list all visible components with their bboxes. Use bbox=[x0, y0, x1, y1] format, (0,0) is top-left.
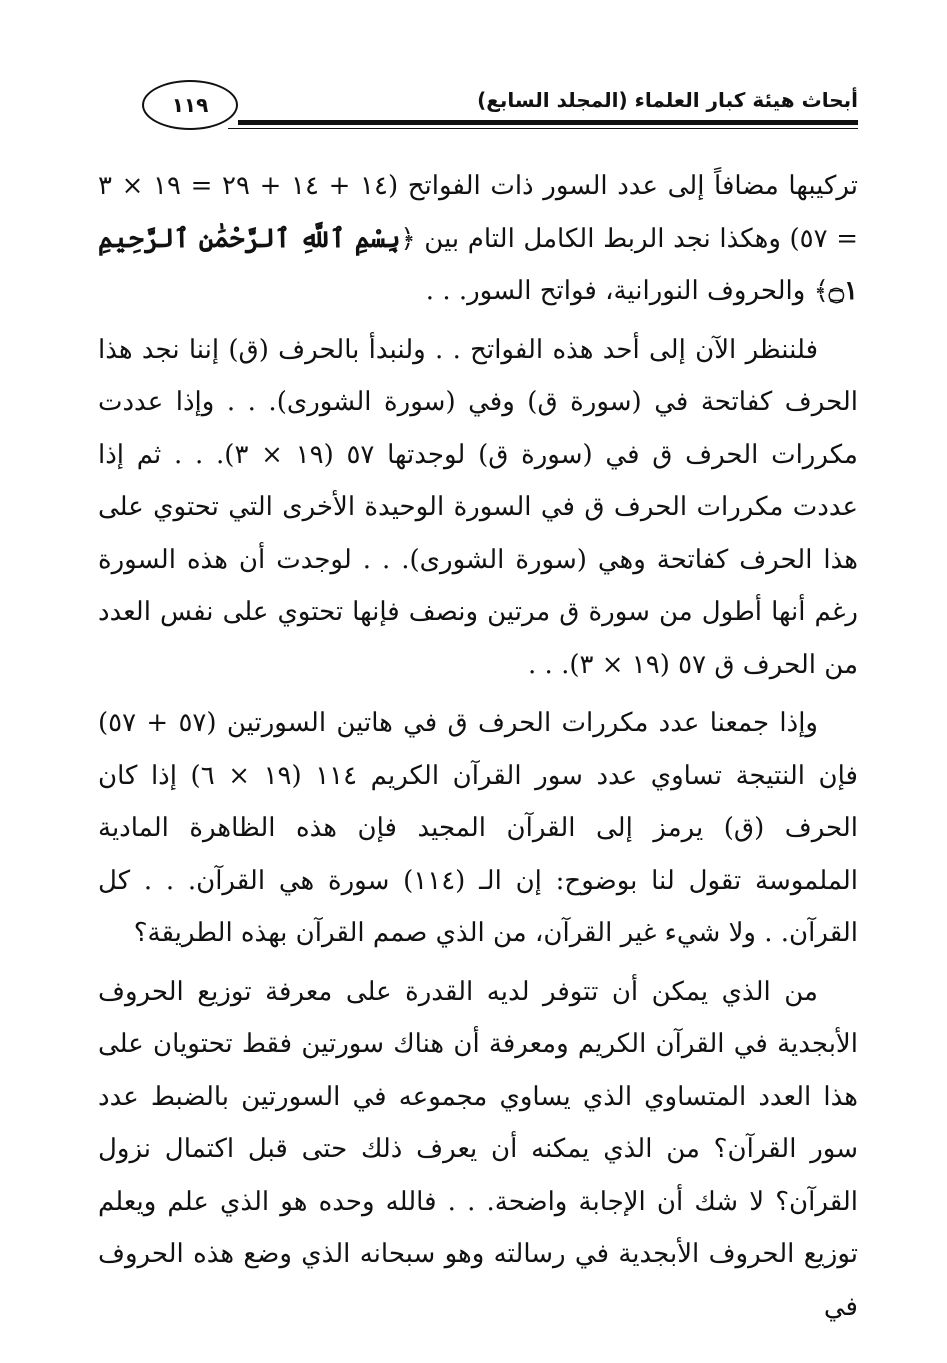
paragraph-1 bbox=[98, 160, 858, 318]
paragraph-4: من الذي يمكن أن تتوفر لديه القدرة على معرفة توزيع الحروف الأبجدية في القرآن الكريم ومعرفة أن هناك سورتين فقط تحتويان على هذا العدد المتساوي الذي يساوي مجموعه في السورتين بالضبط عدد سور القرآن؟ من الذي يمكنه أن يعرف ذلك حتى قبل اكتمال نزول القرآن؟ لا شك أن الإجابة واضحة. . . فالله وحده هو الذي علم ويعلم توزيع الحروف الأبجدية في رسالته وهو سبحانه الذي وضع هذه الحروف في bbox=[98, 976, 859, 1322]
header-rule-thick bbox=[238, 120, 858, 125]
page-number-badge bbox=[142, 80, 238, 130]
header-rule-thin bbox=[228, 128, 858, 129]
basmala-quote: بِسْمِ ٱللَّهِ ٱلرَّحْمَٰنِ ٱلرَّحِيمِ ۝١ bbox=[98, 223, 858, 306]
body-text bbox=[98, 160, 858, 1339]
paragraph-2: فلننظر الآن إلى أحد هذه الفواتح . . ولنبدأ بالحرف (ق) إننا نجد هذا الحرف كفاتحة في (سورة ق) وفي (سورة الشورى). . . وإذا عددت مكررات الحرف ق في (سورة ق) لوجدتها ٥٧ (١٩ × ٣). . . ثم إذا عددت مكررات الحرف ق في السورة الوحيدة الأخرى التي تحتوي على هذا الحرف كفاتحة وهي (سورة الشورى). . . لوجدت أن هذه السورة رغم أنها أطول من سورة ق مرتين ونصف فإنها تحتوي على نفس العدد من الحرف ق ٥٧ (١٩ × ٣). . . bbox=[98, 334, 858, 680]
paragraph-3: وإذا جمعنا عدد مكررات الحرف ق في هاتين السورتين (٥٧ + ٥٧) فإن النتيجة تساوي عدد سور القرآن الكريم ١١٤ (١٩ × ٦) إذا كان الحرف (ق) يرمز إلى القرآن المجيد فإن هذه الظاهرة المادية الملموسة تقول لنا بوضوح: إن الـ (١١٤) سورة هي القرآن. . . كل القرآن. . ولا شيء غير القرآن، من الذي صمم القرآن بهذه الطريقة؟ bbox=[98, 708, 858, 948]
paragraph-1-after: ﴾ والحروف النورانية، فواتح السور. . . bbox=[425, 276, 829, 306]
paragraph-1-before: تركيبها مضافاً إلى عدد السور ذات الفواتح (١٤ + ١٤ + ٢٩ = ١٩ × ٣ = ٥٧) وهكذا نجد الربط الكامل التام بين ﴿ bbox=[98, 171, 858, 254]
page-header bbox=[100, 78, 858, 138]
page-number: ١١٩ bbox=[171, 93, 209, 117]
running-header-title: أبحاث هيئة كبار العلماء (المجلد السابع) bbox=[477, 88, 858, 112]
